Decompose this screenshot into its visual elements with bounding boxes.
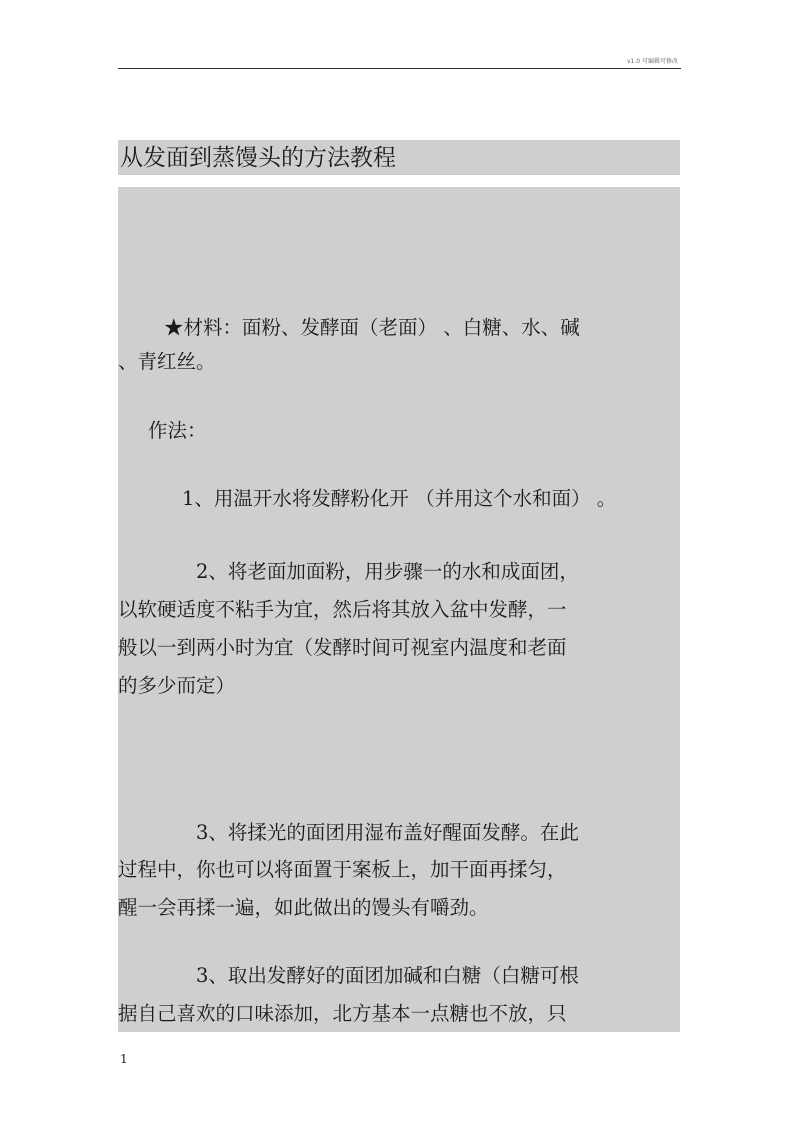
header-note: v1.0 可编辑可修改 <box>626 58 678 65</box>
step-1-line-1: 1、用温开水将发酵粉化开 （并用这个水和面） 。 <box>182 487 617 510</box>
step-3-line-2: 过程中，你也可以将面置于案板上，加干面再揉匀， <box>118 858 567 881</box>
materials-line-1: ★材料：面粉、发酵面（老面） 、白糖、水、碱 <box>164 316 580 339</box>
step-4-line-1: 3、取出发酵好的面团加碱和白糖（白糖可根 <box>196 964 579 987</box>
materials-line-2: 、青红丝。 <box>118 350 216 373</box>
header-rule <box>118 68 681 69</box>
step-2-line-2: 以软硬适度不粘手为宜，然后将其放入盆中发酵，一 <box>118 598 567 621</box>
step-2-line-1: 2、将老面加面粉，用步骤一的水和成面团， <box>196 560 579 583</box>
title-band <box>118 140 680 175</box>
step-2-line-4: 的多少而定） <box>118 674 236 697</box>
method-heading: 作法： <box>148 419 207 442</box>
page-number: 1 <box>120 1052 128 1066</box>
step-2-line-3: 般以一到两小时为宜（发酵时间可视室内温度和老面 <box>118 636 567 659</box>
step-3-line-3: 醒一会再揉一遍，如此做出的馒头有嚼劲。 <box>118 896 489 919</box>
step-4-line-2: 据自己喜欢的口味添加，北方基本一点糖也不放，只 <box>118 1002 567 1025</box>
step-3-line-1: 3、将揉光的面团用湿布盖好醒面发酵。在此 <box>196 821 579 844</box>
content-area <box>118 187 680 1032</box>
page-title: 从发面到蒸馒头的方法教程 <box>120 145 396 171</box>
